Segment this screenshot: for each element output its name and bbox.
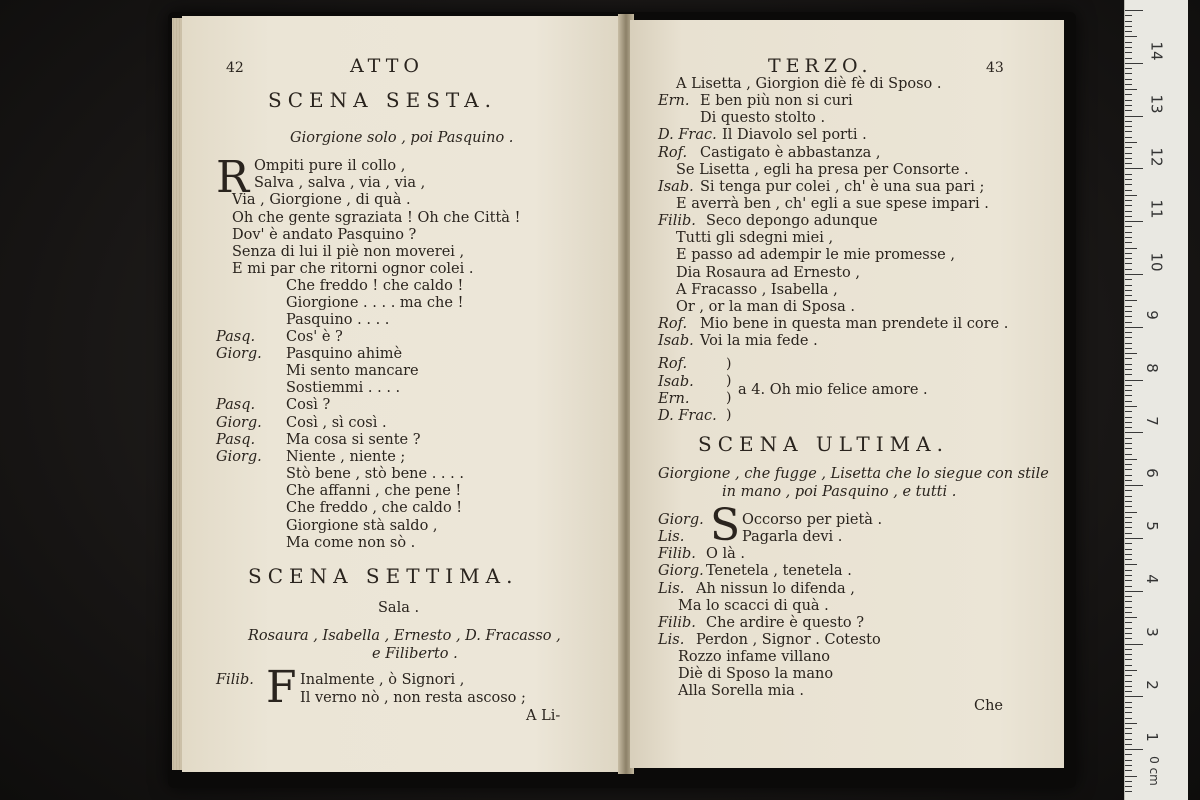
verse-line: Dov' è andato Pasquino ? <box>232 227 417 243</box>
ruler-tick <box>1125 295 1132 296</box>
verse-line: Che freddo ! che caldo ! <box>286 278 464 294</box>
dialogue-line: Perdon , Signor . Cotesto <box>696 632 881 648</box>
dialogue-line: Cos' è ? <box>286 329 343 345</box>
verse-line: Salva , salva , via , via , <box>254 175 426 191</box>
ruler-tick <box>1125 248 1137 249</box>
ruler-tick <box>1125 480 1132 481</box>
ruler-tick <box>1125 622 1132 623</box>
ruler-tick <box>1125 517 1132 518</box>
ruler-tick <box>1125 31 1132 32</box>
speaker-label: Rof. <box>658 145 688 161</box>
ruler-tick <box>1125 279 1132 280</box>
ruler-tick <box>1125 158 1132 159</box>
ruler-tick <box>1125 654 1132 655</box>
ruler-tick <box>1125 121 1132 122</box>
page-number: 42 <box>226 60 244 76</box>
ruler-tick <box>1125 332 1132 333</box>
verse-line: E mi par che ritorni ognor colei . <box>232 261 474 277</box>
dialogue-line: Rozzo infame villano <box>678 649 831 665</box>
verse-line: Inalmente , ò Signori , <box>300 672 465 688</box>
ruler-tick <box>1125 269 1132 270</box>
dialogue-line: Pagarla devi . <box>742 529 843 545</box>
quartet-line: a 4. Oh mio felice amore . <box>738 382 928 398</box>
verse-line: Giorgione . . . . ma che ! <box>286 295 464 311</box>
right-page <box>630 20 1064 768</box>
ruler-label: 13 <box>1147 94 1166 114</box>
ruler-tick <box>1125 73 1132 74</box>
ruler-tick <box>1125 659 1132 660</box>
running-head: TERZO. <box>768 55 873 77</box>
speaker-label: Filib. <box>658 546 696 562</box>
verse-line: Ompiti pure il collo , <box>254 158 406 174</box>
ruler-tick <box>1125 242 1132 243</box>
ruler-tick <box>1125 601 1132 602</box>
ruler-tick <box>1125 406 1137 407</box>
running-head: ATTO <box>350 55 424 77</box>
brace: ) <box>726 407 732 423</box>
ruler-label: 14 <box>1147 41 1166 61</box>
ruler-label: 11 <box>1147 199 1166 219</box>
ruler-tick <box>1125 675 1132 676</box>
speaker-label: Rof. <box>658 356 688 372</box>
ruler-tick <box>1125 533 1132 534</box>
ruler-tick <box>1125 781 1132 782</box>
left-page <box>182 16 622 772</box>
ruler-tick <box>1125 417 1132 418</box>
speaker-label: Filib. <box>216 672 254 688</box>
speaker-label: Giorg. <box>216 449 262 465</box>
ruler-tick <box>1125 126 1132 127</box>
ruler-tick <box>1125 485 1143 486</box>
ruler-tick <box>1125 612 1132 613</box>
dialogue-line: Giorgione stà saldo , <box>286 518 438 534</box>
ruler-label: 10 <box>1147 252 1166 272</box>
ruler-tick <box>1125 205 1132 206</box>
ruler-tick <box>1125 168 1143 169</box>
ruler-tick <box>1125 306 1132 307</box>
ruler-label: 0 cm <box>1146 756 1161 786</box>
ruler-tick <box>1125 749 1143 750</box>
ruler-tick <box>1125 580 1132 581</box>
ruler-tick <box>1125 432 1143 433</box>
dialogue-line: Ma cosa si sente ? <box>286 432 421 448</box>
ruler-tick <box>1125 348 1132 349</box>
verse-line: Oh che gente sgraziata ! Oh che Città ! <box>232 210 521 226</box>
ruler-tick <box>1125 586 1132 587</box>
ruler-tick <box>1125 786 1132 787</box>
ruler-tick <box>1125 216 1132 217</box>
stage-direction: Giorgione solo , poi Pasquino . <box>290 130 514 146</box>
ruler-tick <box>1125 464 1132 465</box>
ruler-tick <box>1125 728 1132 729</box>
ruler-tick <box>1125 253 1132 254</box>
dialogue-line: A Lisetta , Giorgion diè fè di Sposo . <box>676 76 942 92</box>
ruler-tick <box>1125 274 1143 275</box>
ruler-tick <box>1125 285 1132 286</box>
ruler-tick <box>1125 459 1137 460</box>
speaker-label: Giorg. <box>658 563 704 579</box>
dialogue-line: Che freddo , che caldo ! <box>286 500 463 516</box>
ruler-label: 4 <box>1142 574 1161 584</box>
stage-direction: in mano , poi Pasquino , e tutti . <box>722 484 957 500</box>
page-number: 43 <box>986 60 1004 76</box>
ruler-tick <box>1125 443 1132 444</box>
ruler-label: 1 <box>1142 732 1161 742</box>
ruler-tick <box>1125 42 1132 43</box>
measuring-ruler <box>1124 0 1188 800</box>
speaker-label: Isab. <box>658 374 694 390</box>
ruler-tick <box>1125 718 1132 719</box>
ruler-tick <box>1125 681 1132 682</box>
ruler-tick <box>1125 427 1132 428</box>
ruler-tick <box>1125 68 1132 69</box>
ruler-tick <box>1125 353 1137 354</box>
ruler-tick <box>1125 438 1132 439</box>
ruler-label: 3 <box>1142 627 1161 637</box>
speaker-label: Pasq. <box>216 432 256 448</box>
speaker-label: Giorg. <box>658 512 704 528</box>
ruler-tick <box>1125 116 1143 117</box>
ruler-tick <box>1125 163 1132 164</box>
ruler-tick <box>1125 522 1132 523</box>
ruler-tick <box>1125 596 1132 597</box>
ruler-tick <box>1125 570 1132 571</box>
dialogue-line: Diè di Sposo la mano <box>678 666 834 682</box>
ruler-tick <box>1125 448 1132 449</box>
dialogue-line: Che affanni , che pene ! <box>286 483 462 499</box>
ruler-label: 7 <box>1142 416 1161 426</box>
ruler-tick <box>1125 739 1132 740</box>
ruler-tick <box>1125 496 1132 497</box>
dialogue-line: Così ? <box>286 397 331 413</box>
ruler-tick <box>1125 559 1132 560</box>
speaker-label: Isab. <box>658 333 694 349</box>
dialogue-line: Così , sì così . <box>286 415 387 431</box>
dialogue-line: Pasquino ahimè <box>286 346 403 362</box>
ruler-tick <box>1125 712 1132 713</box>
dialogue-line: Il Diavolo sel porti . <box>722 127 867 143</box>
ruler-tick <box>1125 754 1132 755</box>
ruler-tick <box>1125 184 1132 185</box>
ruler-tick <box>1125 221 1143 222</box>
ruler-tick <box>1125 628 1132 629</box>
ruler-tick <box>1125 475 1132 476</box>
dialogue-line: A Fracasso , Isabella , <box>676 282 838 298</box>
ruler-tick <box>1125 79 1132 80</box>
cast-list: Rosaura , Isabella , Ernesto , D. Fracasso , <box>248 628 561 644</box>
ruler-tick <box>1125 723 1137 724</box>
ruler-tick <box>1125 733 1132 734</box>
dialogue-line: Di questo stolto . <box>700 110 826 126</box>
ruler-tick <box>1125 369 1132 370</box>
ruler-tick <box>1125 110 1132 111</box>
speaker-label: Ern. <box>658 391 690 407</box>
ruler-tick <box>1125 670 1137 671</box>
scene-title: SCENA ULTIMA. <box>698 432 949 456</box>
dialogue-line: Ma come non sò . <box>286 535 416 551</box>
ruler-tick <box>1125 258 1132 259</box>
ruler-tick <box>1125 36 1137 37</box>
speaker-label: Ern. <box>658 93 690 109</box>
ruler-label: 9 <box>1142 310 1161 320</box>
ruler-tick <box>1125 691 1132 692</box>
ruler-tick <box>1125 316 1132 317</box>
dialogue-line: Ma lo scacci di quà . <box>678 598 829 614</box>
ruler-tick <box>1125 232 1132 233</box>
ruler-tick <box>1125 454 1132 455</box>
ruler-tick <box>1125 21 1132 22</box>
ruler-tick <box>1125 702 1132 703</box>
dialogue-line: Castigato è abbastanza , <box>700 145 881 161</box>
ruler-tick <box>1125 760 1132 761</box>
ruler-tick <box>1125 226 1132 227</box>
scene-place: Sala . <box>378 600 420 616</box>
dialogue-line: E ben più non si curi <box>700 93 853 109</box>
ruler-label: 12 <box>1147 147 1166 167</box>
dialogue-line: E averrà ben , ch' egli a sue spese impari . <box>676 196 989 212</box>
verse-line: Il verno nò , non resta ascoso ; <box>300 690 526 706</box>
ruler-tick <box>1125 290 1132 291</box>
drop-cap: S <box>710 500 741 551</box>
ruler-tick <box>1125 490 1132 491</box>
ruler-tick <box>1125 591 1143 592</box>
brace: ) <box>726 390 732 406</box>
ruler-tick <box>1125 538 1143 539</box>
catchword: Che <box>974 698 1004 714</box>
ruler-tick <box>1125 506 1132 507</box>
dialogue-line: E passo ad adempir le mie promesse , <box>676 247 955 263</box>
dialogue-line: Niente , niente ; <box>286 449 406 465</box>
ruler-tick <box>1125 765 1132 766</box>
dialogue-line: Sostiemmi . . . . <box>286 380 401 396</box>
speaker-label: Pasq. <box>216 329 256 345</box>
ruler-tick <box>1125 617 1137 618</box>
dialogue-line: Voi la mia fede . <box>700 333 818 349</box>
ruler-tick <box>1125 105 1132 106</box>
ruler-tick <box>1125 311 1132 312</box>
ruler-tick <box>1125 527 1132 528</box>
ruler-label: 5 <box>1142 521 1161 531</box>
ruler-tick <box>1125 47 1132 48</box>
ruler-tick <box>1125 422 1132 423</box>
ruler-tick <box>1125 26 1132 27</box>
verse-line: Senza di lui il piè non moverei , <box>232 244 465 260</box>
speaker-label: D. Frac. <box>658 127 717 143</box>
ruler-tick <box>1125 131 1132 132</box>
ruler-tick <box>1125 322 1132 323</box>
verse-line: Pasquino . . . . <box>286 312 390 328</box>
dialogue-line: Ah nissun lo difenda , <box>696 581 855 597</box>
speaker-label: Giorg. <box>216 346 262 362</box>
ruler-tick <box>1125 10 1143 11</box>
ruler-tick <box>1125 770 1132 771</box>
ruler-tick <box>1125 190 1132 191</box>
ruler-tick <box>1125 147 1132 148</box>
ruler-tick <box>1125 401 1132 402</box>
ruler-tick <box>1125 52 1132 53</box>
ruler-tick <box>1125 644 1143 645</box>
ruler-tick <box>1125 380 1143 381</box>
dialogue-line: Si tenga pur colei , ch' è una sua pari ; <box>700 179 985 195</box>
dialogue-line: Mi sento mancare <box>286 363 419 379</box>
ruler-tick <box>1125 63 1143 64</box>
ruler-tick <box>1125 337 1132 338</box>
ruler-tick <box>1125 776 1137 777</box>
ruler-label: 6 <box>1142 468 1161 478</box>
ruler-tick <box>1125 343 1132 344</box>
ruler-tick <box>1125 395 1132 396</box>
ruler-tick <box>1125 390 1132 391</box>
ruler-tick <box>1125 374 1132 375</box>
ruler-tick <box>1125 638 1132 639</box>
speaker-label: Pasq. <box>216 397 256 413</box>
speaker-label: Filib. <box>658 213 696 229</box>
ruler-tick <box>1125 300 1137 301</box>
dialogue-line: Occorso per pietà . <box>742 512 883 528</box>
dialogue-line: Stò bene , stò bene . . . . <box>286 466 464 482</box>
ruler-tick <box>1125 791 1132 792</box>
ruler-tick <box>1125 100 1132 101</box>
ruler-tick <box>1125 744 1132 745</box>
ruler-tick <box>1125 411 1132 412</box>
scene-title: SCENA SETTIMA. <box>248 564 519 588</box>
ruler-tick <box>1125 554 1132 555</box>
dialogue-line: O là . <box>706 546 745 562</box>
ruler-tick <box>1125 686 1132 687</box>
dialogue-line: Tenetela , tenetela . <box>706 563 852 579</box>
ruler-tick <box>1125 358 1132 359</box>
ruler-tick <box>1125 327 1143 328</box>
ruler-tick <box>1125 364 1132 365</box>
ruler-tick <box>1125 137 1132 138</box>
ruler-tick <box>1125 607 1132 608</box>
stage-direction: Giorgione , che fugge , Lisetta che lo siegue con stile <box>658 466 1049 482</box>
ruler-tick <box>1125 153 1132 154</box>
ruler-label: 2 <box>1142 680 1161 690</box>
speaker-label: Filib. <box>658 615 696 631</box>
speaker-label: Lis. <box>658 581 685 597</box>
dialogue-line: Dia Rosaura ad Ernesto , <box>676 265 860 281</box>
dialogue-line: Che ardire è questo ? <box>706 615 865 631</box>
speaker-label: Lis. <box>658 632 685 648</box>
ruler-tick <box>1125 512 1137 513</box>
ruler-tick <box>1125 142 1137 143</box>
ruler-tick <box>1125 633 1132 634</box>
ruler-tick <box>1125 564 1137 565</box>
ruler-tick <box>1125 58 1132 59</box>
ruler-tick <box>1125 179 1132 180</box>
catchword: A Li- <box>526 708 561 724</box>
ruler-tick <box>1125 549 1132 550</box>
ruler-tick <box>1125 211 1132 212</box>
ruler-tick <box>1125 501 1132 502</box>
ruler-tick <box>1125 665 1132 666</box>
cast-list: e Filiberto . <box>372 646 458 662</box>
drop-cap: R <box>216 152 250 203</box>
speaker-label: Lis. <box>658 529 685 545</box>
dialogue-line: Se Lisetta , egli ha presa per Consorte . <box>676 162 969 178</box>
speaker-label: Giorg. <box>216 415 262 431</box>
ruler-tick <box>1125 174 1132 175</box>
speaker-label: D. Frac. <box>658 408 717 424</box>
ruler-label: 8 <box>1142 363 1161 373</box>
ruler-tick <box>1125 84 1132 85</box>
ruler-tick <box>1125 385 1132 386</box>
dialogue-line: Tutti gli sdegni miei , <box>676 230 834 246</box>
dialogue-line: Seco depongo adunque <box>706 213 878 229</box>
verse-line: Via , Giorgione , di quà . <box>232 192 411 208</box>
speaker-label: Rof. <box>658 316 688 332</box>
ruler-tick <box>1125 696 1143 697</box>
speaker-label: Isab. <box>658 179 694 195</box>
dialogue-line: Alla Sorella mia . <box>678 683 804 699</box>
brace: ) <box>726 356 732 372</box>
ruler-tick <box>1125 263 1132 264</box>
ruler-tick <box>1125 469 1132 470</box>
drop-cap: F <box>266 662 297 713</box>
ruler-tick <box>1125 237 1132 238</box>
ruler-tick <box>1125 195 1137 196</box>
dialogue-line: Mio bene in questa man prendete il core . <box>700 316 1009 332</box>
brace: ) <box>726 373 732 389</box>
ruler-tick <box>1125 200 1132 201</box>
ruler-tick <box>1125 575 1132 576</box>
ruler-tick <box>1125 649 1132 650</box>
dialogue-line: Or , or la man di Sposa . <box>676 299 855 315</box>
ruler-tick <box>1125 94 1132 95</box>
ruler-tick <box>1125 89 1137 90</box>
ruler-tick <box>1125 15 1132 16</box>
ruler-tick <box>1125 707 1132 708</box>
scene-title: SCENA SESTA. <box>268 88 497 112</box>
ruler-tick <box>1125 543 1132 544</box>
